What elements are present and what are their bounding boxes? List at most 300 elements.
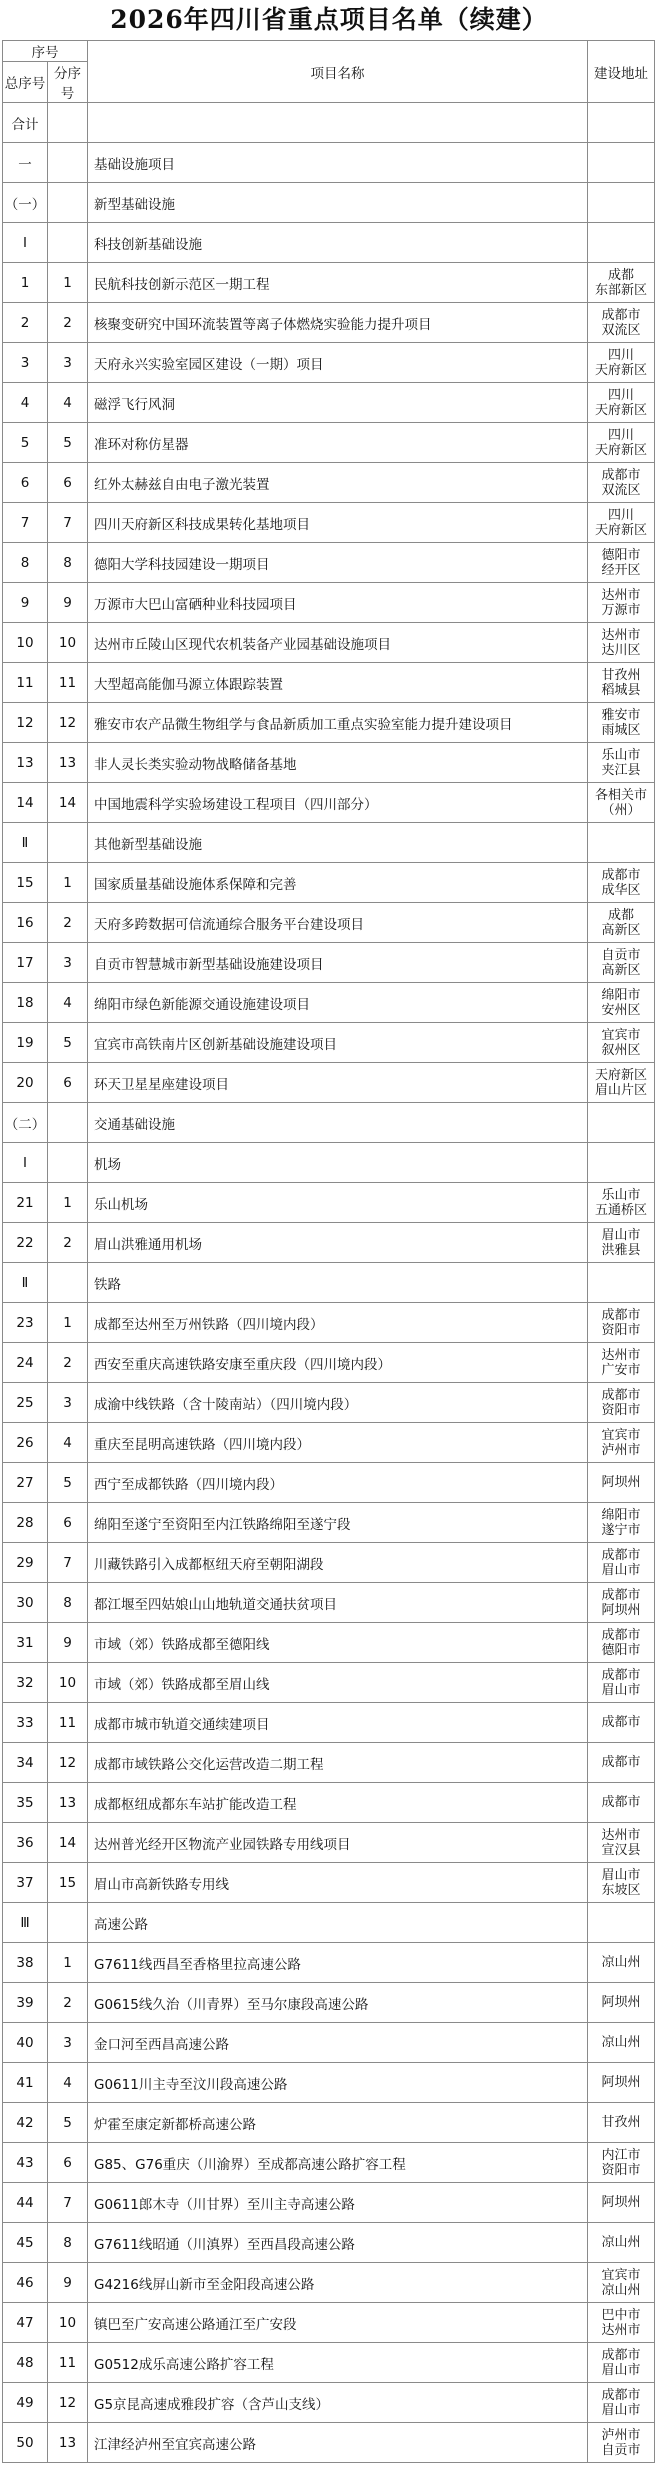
sub-serial-header: 分序号 [48,62,88,103]
project-name-cell: G85、G76重庆（川渝界）至成都高速公路扩容工程 [88,2143,588,2183]
sub-serial-cell: 2 [48,303,88,343]
location-cell: 乐山市 夹江县 [588,743,655,783]
location-cell: 四川 天府新区 [588,383,655,423]
total-serial-cell: 33 [3,1703,48,1743]
location-cell: 凉山州 [588,2223,655,2263]
project-name-cell: 成都市城市轨道交通续建项目 [88,1703,588,1743]
total-serial-cell: 19 [3,1023,48,1063]
sub-serial-cell: 9 [48,583,88,623]
sub-serial-cell: 1 [48,1943,88,1983]
project-name-cell: 重庆至昆明高速铁路（四川境内段） [88,1423,588,1463]
total-serial-cell: 20 [3,1063,48,1103]
table-row [3,2423,655,2463]
table-row [3,103,655,143]
location-cell: 四川 天府新区 [588,423,655,463]
project-name-cell: 眉山洪雅通用机场 [88,1223,588,1263]
sub-serial-cell: 1 [48,1303,88,1343]
table-row [3,1863,655,1903]
total-serial-cell: 49 [3,2383,48,2423]
project-name-cell: 西安至重庆高速铁路安康至重庆段（四川境内段） [88,1343,588,1383]
location-cell: 内江市 资阳市 [588,2143,655,2183]
location-cell: 成都市 双流区 [588,463,655,503]
total-serial-cell: 2 [3,303,48,343]
sub-serial-cell: 13 [48,743,88,783]
total-serial-cell: 36 [3,1823,48,1863]
total-serial-cell: 43 [3,2143,48,2183]
sub-serial-cell: 12 [48,703,88,743]
sub-serial-cell: 7 [48,1543,88,1583]
sub-serial-cell: 11 [48,2343,88,2383]
name-header: 项目名称 [88,41,588,103]
total-serial-cell: 37 [3,1863,48,1903]
location-cell [588,1143,655,1183]
sub-serial-cell: 13 [48,1783,88,1823]
location-cell [588,1903,655,1943]
table-row [3,2143,655,2183]
project-name-cell: 达州普光经开区物流产业园铁路专用线项目 [88,1823,588,1863]
project-name-cell: G7611线西昌至香格里拉高速公路 [88,1943,588,1983]
total-serial-cell: 22 [3,1223,48,1263]
project-name-cell: 机场 [88,1143,588,1183]
location-cell: 宜宾市 凉山州 [588,2263,655,2303]
sub-serial-cell: 5 [48,423,88,463]
table-row [3,2303,655,2343]
table-row [3,343,655,383]
project-name-cell: 雅安市农产品微生物组学与食品新质加工重点实验室能力提升建设项目 [88,703,588,743]
sub-serial-cell: 12 [48,1743,88,1783]
table-row [3,623,655,663]
sub-serial-cell: 3 [48,1383,88,1423]
project-name-cell: 金口河至西昌高速公路 [88,2023,588,2063]
project-name-cell: 市域（郊）铁路成都至德阳线 [88,1623,588,1663]
sub-serial-cell: 1 [48,263,88,303]
project-name-cell: 科技创新基础设施 [88,223,588,263]
table-row [3,2103,655,2143]
table-row [3,463,655,503]
total-serial-cell: 1 [3,263,48,303]
table-row [3,1143,655,1183]
sub-serial-cell [48,823,88,863]
location-cell: 德阳市 经开区 [588,543,655,583]
project-name-cell: 乐山机场 [88,1183,588,1223]
sub-serial-cell [48,103,88,143]
sub-serial-cell [48,1103,88,1143]
table-row [3,1263,655,1303]
project-name-cell: 都江堰至四姑娘山山地轨道交通扶贫项目 [88,1583,588,1623]
total-serial-cell: 25 [3,1383,48,1423]
location-cell: 眉山市 东坡区 [588,1863,655,1903]
location-cell: 成都市 双流区 [588,303,655,343]
sub-serial-cell [48,223,88,263]
project-name-cell: 环天卫星星座建设项目 [88,1063,588,1103]
location-cell [588,103,655,143]
project-name-cell: 炉霍至康定新都桥高速公路 [88,2103,588,2143]
sub-serial-cell [48,143,88,183]
total-serial-cell: 32 [3,1663,48,1703]
table-row [3,1223,655,1263]
location-cell: 成都市 成华区 [588,863,655,903]
total-serial-cell: Ⅱ [3,1263,48,1303]
location-cell: 达州市 宣汉县 [588,1823,655,1863]
total-serial-cell: Ⅰ [3,223,48,263]
sub-serial-cell: 5 [48,2103,88,2143]
project-name-cell: 新型基础设施 [88,183,588,223]
project-name-cell: 民航科技创新示范区一期工程 [88,263,588,303]
project-name-cell: 镇巴至广安高速公路通江至广安段 [88,2303,588,2343]
table-row [3,1423,655,1463]
project-name-cell: 成都市域铁路公交化运营改造二期工程 [88,1743,588,1783]
location-cell: 巴中市 达州市 [588,2303,655,2343]
location-cell: 阿坝州 [588,1463,655,1503]
sub-serial-cell: 6 [48,1503,88,1543]
total-serial-cell: 23 [3,1303,48,1343]
project-name-cell: 绵阳市绿色新能源交通设施建设项目 [88,983,588,1023]
table-row [3,423,655,463]
location-cell: 达州市 达川区 [588,623,655,663]
table-row [3,1183,655,1223]
location-cell [588,1263,655,1303]
location-cell: 宜宾市 泸州市 [588,1423,655,1463]
table-row [3,2223,655,2263]
project-name-cell: 德阳大学科技园建设一期项目 [88,543,588,583]
total-serial-cell: 21 [3,1183,48,1223]
total-serial-cell: 11 [3,663,48,703]
table-row [3,2383,655,2423]
sub-serial-cell: 3 [48,943,88,983]
table-row [3,1783,655,1823]
table-row [3,1983,655,2023]
location-cell: 成都市 德阳市 [588,1623,655,1663]
location-cell: 达州市 万源市 [588,583,655,623]
location-cell: 泸州市 自贡市 [588,2423,655,2463]
project-name-cell: G0611郎木寺（川甘界）至川主寺高速公路 [88,2183,588,2223]
location-cell: 成都市 [588,1743,655,1783]
table-row [3,1823,655,1863]
location-cell: 成都市 资阳市 [588,1303,655,1343]
location-cell: 成都市 [588,1703,655,1743]
total-serial-cell: 15 [3,863,48,903]
location-cell [588,823,655,863]
table-row [3,1343,655,1383]
location-cell: 眉山市 洪雅县 [588,1223,655,1263]
total-serial-cell: 4 [3,383,48,423]
location-cell [588,1103,655,1143]
total-serial-cell: 34 [3,1743,48,1783]
total-serial-cell: 48 [3,2343,48,2383]
total-serial-cell: 12 [3,703,48,743]
project-name-cell: 其他新型基础设施 [88,823,588,863]
total-serial-header: 总序号 [3,62,48,103]
sub-serial-cell: 7 [48,503,88,543]
sub-serial-cell: 12 [48,2383,88,2423]
project-name-cell: 红外太赫兹自由电子激光装置 [88,463,588,503]
sub-serial-cell: 15 [48,1863,88,1903]
project-name-cell: G5京昆高速成雅段扩容（含芦山支线） [88,2383,588,2423]
location-cell: 宜宾市 叙州区 [588,1023,655,1063]
project-name-cell: 成都枢纽成都东车站扩能改造工程 [88,1783,588,1823]
total-serial-cell: 9 [3,583,48,623]
project-name-cell: 达州市丘陵山区现代农机装备产业园基础设施项目 [88,623,588,663]
table-row [3,223,655,263]
location-cell: 成都市 眉山市 [588,1543,655,1583]
table-row [3,263,655,303]
location-cell: 绵阳市 安州区 [588,983,655,1023]
sub-serial-cell: 10 [48,2303,88,2343]
location-cell [588,223,655,263]
total-serial-cell: 40 [3,2023,48,2063]
location-cell: 成都市 [588,1783,655,1823]
project-name-cell: 川藏铁路引入成都枢纽天府至朝阳湖段 [88,1543,588,1583]
total-serial-cell: 28 [3,1503,48,1543]
total-serial-cell: 14 [3,783,48,823]
project-name-cell: 万源市大巴山富硒种业科技园项目 [88,583,588,623]
location-cell: 成都 东部新区 [588,263,655,303]
table-row [3,1943,655,1983]
total-serial-cell: 26 [3,1423,48,1463]
location-cell: 成都 高新区 [588,903,655,943]
location-cell: 甘孜州 稻城县 [588,663,655,703]
location-cell: 甘孜州 [588,2103,655,2143]
location-cell: 各相关市 （州） [588,783,655,823]
location-cell: 天府新区 眉山片区 [588,1063,655,1103]
table-row [3,1903,655,1943]
location-cell [588,143,655,183]
total-serial-cell: （一） [3,183,48,223]
sub-serial-cell: 4 [48,983,88,1023]
total-serial-cell: 47 [3,2303,48,2343]
total-serial-cell: 39 [3,1983,48,2023]
table-row [3,543,655,583]
project-table [2,40,655,2463]
project-name-cell: 四川天府新区科技成果转化基地项目 [88,503,588,543]
sub-serial-cell: 1 [48,1183,88,1223]
location-cell: 成都市 资阳市 [588,1383,655,1423]
project-name-cell: G0611川主寺至汶川段高速公路 [88,2063,588,2103]
project-name-cell: 准环对称仿星器 [88,423,588,463]
table-row [3,1543,655,1583]
total-serial-cell: 18 [3,983,48,1023]
project-name-cell: 天府多跨数据可信流通综合服务平台建设项目 [88,903,588,943]
location-cell: 成都市 眉山市 [588,2343,655,2383]
table-row [3,2183,655,2223]
table-row [3,183,655,223]
project-name-cell: 自贡市智慧城市新型基础设施建设项目 [88,943,588,983]
total-serial-cell: 38 [3,1943,48,1983]
sub-serial-cell: 2 [48,903,88,943]
total-serial-cell: 46 [3,2263,48,2303]
sub-serial-cell: 6 [48,463,88,503]
project-name-cell: 成渝中线铁路（含十陵南站）（四川境内段） [88,1383,588,1423]
total-serial-cell: Ⅰ [3,1143,48,1183]
sub-serial-cell: 6 [48,1063,88,1103]
total-serial-cell: 3 [3,343,48,383]
location-cell: 自贡市 高新区 [588,943,655,983]
project-name-cell: 大型超高能伽马源立体跟踪装置 [88,663,588,703]
location-cell: 凉山州 [588,1943,655,1983]
table-row [3,583,655,623]
total-serial-cell: 24 [3,1343,48,1383]
location-cell: 阿坝州 [588,1983,655,2023]
total-serial-cell: Ⅱ [3,823,48,863]
project-name-cell: 磁浮飞行风洞 [88,383,588,423]
table-row [3,1663,655,1703]
sub-serial-cell: 13 [48,2423,88,2463]
sub-serial-cell [48,1143,88,1183]
table-row [3,1503,655,1543]
table-row [3,1743,655,1783]
sub-serial-cell: 10 [48,1663,88,1703]
location-cell: 成都市 眉山市 [588,1663,655,1703]
sub-serial-cell: 11 [48,663,88,703]
table-row [3,1383,655,1423]
project-name-cell: 眉山市高新铁路专用线 [88,1863,588,1903]
total-serial-cell: 27 [3,1463,48,1503]
sub-serial-cell [48,1263,88,1303]
table-row [3,1023,655,1063]
sub-serial-cell: 6 [48,2143,88,2183]
total-serial-cell: 8 [3,543,48,583]
table-row [3,863,655,903]
project-name-cell: 天府永兴实验室园区建设（一期）项目 [88,343,588,383]
project-name-cell: 西宁至成都铁路（四川境内段） [88,1463,588,1503]
sub-serial-cell: 8 [48,2223,88,2263]
project-name-cell: 核聚变研究中国环流装置等离子体燃烧实验能力提升项目 [88,303,588,343]
sub-serial-cell [48,183,88,223]
total-serial-cell: 7 [3,503,48,543]
table-row [3,743,655,783]
project-name-cell: 市域（郊）铁路成都至眉山线 [88,1663,588,1703]
sub-serial-cell: 7 [48,2183,88,2223]
total-serial-cell: 45 [3,2223,48,2263]
table-row [3,2063,655,2103]
project-name-cell: 国家质量基础设施体系保障和完善 [88,863,588,903]
table-row [3,503,655,543]
sub-serial-cell: 5 [48,1463,88,1503]
table-row [3,983,655,1023]
table-row [3,2023,655,2063]
total-serial-cell: Ⅲ [3,1903,48,1943]
table-row [3,1463,655,1503]
sub-serial-cell: 14 [48,783,88,823]
sub-serial-cell: 2 [48,1983,88,2023]
project-name-cell: G4216线屏山新市至金阳段高速公路 [88,2263,588,2303]
sub-serial-cell: 5 [48,1023,88,1063]
sub-serial-cell: 1 [48,863,88,903]
table-row [3,303,655,343]
table-row [3,1303,655,1343]
location-cell: 成都市 眉山市 [588,2383,655,2423]
table-row [3,1103,655,1143]
table-row [3,1623,655,1663]
total-serial-cell: 10 [3,623,48,663]
total-serial-cell: 42 [3,2103,48,2143]
table-row [3,2343,655,2383]
sub-serial-cell: 4 [48,383,88,423]
total-serial-cell: 29 [3,1543,48,1583]
table-row [3,1583,655,1623]
table-row [3,2263,655,2303]
location-cell: 绵阳市 遂宁市 [588,1503,655,1543]
sub-serial-cell: 9 [48,1623,88,1663]
project-name-cell: 交通基础设施 [88,1103,588,1143]
sub-serial-cell [48,1903,88,1943]
table-row [3,1703,655,1743]
sub-serial-cell: 4 [48,1423,88,1463]
table-row [3,1063,655,1103]
sub-serial-cell: 3 [48,343,88,383]
page-title: 2026年四川省重点项目名单（续建） [110,5,548,34]
total-serial-cell: 合计 [3,103,48,143]
location-header: 建设地址 [588,41,655,103]
project-name-cell: G0615线久治（川青界）至马尔康段高速公路 [88,1983,588,2023]
total-serial-cell: 50 [3,2423,48,2463]
total-serial-cell: 31 [3,1623,48,1663]
table-row [3,823,655,863]
location-cell: 阿坝州 [588,2063,655,2103]
location-cell [588,183,655,223]
table-row [3,703,655,743]
total-serial-cell: 30 [3,1583,48,1623]
location-cell: 阿坝州 [588,2183,655,2223]
project-name-cell: G7611线昭通（川滇界）至西昌段高速公路 [88,2223,588,2263]
location-cell: 乐山市 五通桥区 [588,1183,655,1223]
project-name-cell: 高速公路 [88,1903,588,1943]
location-cell: 雅安市 雨城区 [588,703,655,743]
sub-serial-cell: 2 [48,1223,88,1263]
sub-serial-cell: 10 [48,623,88,663]
location-cell: 四川 天府新区 [588,343,655,383]
sub-serial-cell: 8 [48,543,88,583]
total-serial-cell: 6 [3,463,48,503]
sub-serial-cell: 4 [48,2063,88,2103]
total-serial-cell: （二） [3,1103,48,1143]
total-serial-cell: 5 [3,423,48,463]
total-serial-cell: 44 [3,2183,48,2223]
serial-header: 序号 [3,41,88,62]
project-name-cell: G0512成乐高速公路扩容工程 [88,2343,588,2383]
table-row [3,943,655,983]
project-name-cell: 成都至达州至万州铁路（四川境内段） [88,1303,588,1343]
total-serial-cell: 13 [3,743,48,783]
sub-serial-cell: 11 [48,1703,88,1743]
location-cell: 成都市 阿坝州 [588,1583,655,1623]
total-serial-cell: 35 [3,1783,48,1823]
sub-serial-cell: 3 [48,2023,88,2063]
header-row-top [3,41,655,62]
table-row [3,783,655,823]
sub-serial-cell: 2 [48,1343,88,1383]
table-row [3,383,655,423]
project-name-cell: 基础设施项目 [88,143,588,183]
table-row [3,663,655,703]
project-name-cell: 非人灵长类实验动物战略储备基地 [88,743,588,783]
sub-serial-cell: 9 [48,2263,88,2303]
project-name-cell [88,103,588,143]
sub-serial-cell: 14 [48,1823,88,1863]
sub-serial-cell: 8 [48,1583,88,1623]
project-name-cell: 江津经泸州至宜宾高速公路 [88,2423,588,2463]
project-name-cell: 绵阳至遂宁至资阳至内江铁路绵阳至遂宁段 [88,1503,588,1543]
project-name-cell: 铁路 [88,1263,588,1303]
table-row [3,143,655,183]
total-serial-cell: 一 [3,143,48,183]
project-name-cell: 宜宾市高铁南片区创新基础设施建设项目 [88,1023,588,1063]
location-cell: 达州市 广安市 [588,1343,655,1383]
project-name-cell: 中国地震科学实验场建设工程项目（四川部分） [88,783,588,823]
total-serial-cell: 41 [3,2063,48,2103]
total-serial-cell: 17 [3,943,48,983]
table-row [3,903,655,943]
